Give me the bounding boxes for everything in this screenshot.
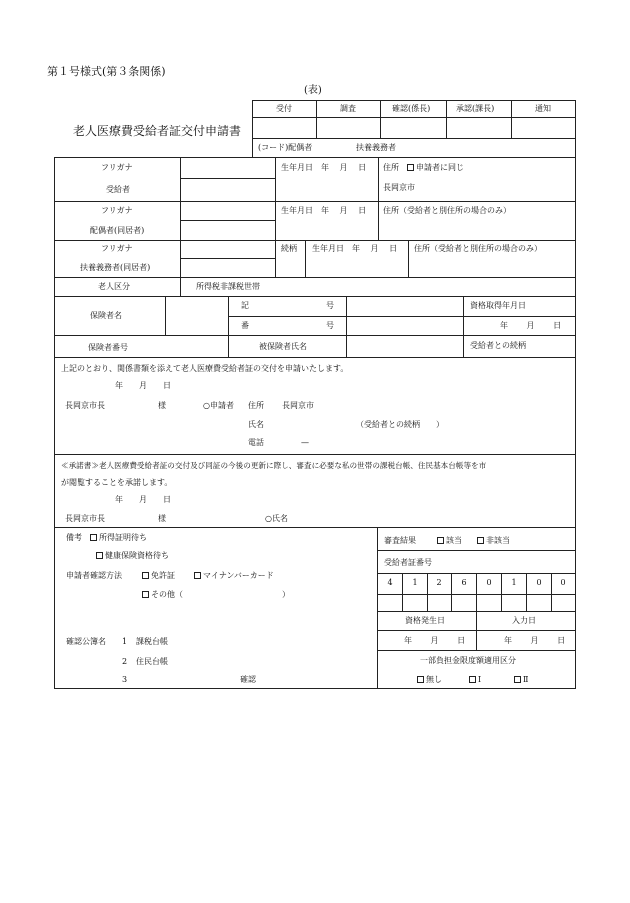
- symbol-ki: 記: [241, 301, 249, 310]
- applicant-relation-note[interactable]: （受給者との続柄 ）: [356, 420, 444, 429]
- cert-digit: 1: [412, 578, 418, 587]
- acquired-date-label: 資格取得年月日: [470, 301, 526, 310]
- furigana-recipient: フリガナ: [101, 163, 133, 172]
- method-label: 申請者確認方法: [66, 571, 122, 580]
- number-go: 号: [326, 321, 334, 330]
- other-close: ）: [282, 590, 290, 599]
- header-investigation: 調査: [340, 104, 356, 113]
- not-applicable-checkbox[interactable]: [477, 537, 484, 544]
- spouse-furigana-field[interactable]: [181, 202, 274, 219]
- dependent-obligor: 扶養義務者: [356, 143, 396, 152]
- ledger-num-1: 1: [122, 637, 128, 646]
- other-checkbox[interactable]: [142, 591, 149, 598]
- review-not-applicable: 非該当: [477, 536, 510, 546]
- side-label: (表): [304, 85, 322, 96]
- cert-digit: 6: [461, 578, 467, 587]
- form-title: 老人医療費受給者証交付申請書: [73, 124, 242, 138]
- elderly-category-value: 所得税非課税世帯: [196, 282, 260, 291]
- applicant-address-label: 住所: [248, 401, 264, 410]
- relation-label: 受給者との続柄: [470, 341, 526, 350]
- applicant-address-value[interactable]: 長岡京市: [282, 401, 314, 410]
- public-ledger-label: 確認公簿名: [66, 637, 106, 646]
- copay-label: 一部負担金限度額適用区分: [420, 656, 516, 665]
- number-field[interactable]: [347, 317, 462, 335]
- number-ban: 番: [241, 321, 249, 330]
- cert-digit: 0: [486, 578, 492, 587]
- spouse-name-field[interactable]: [181, 221, 274, 239]
- spouse-birthdate[interactable]: 生年月日 年 月 日: [281, 206, 367, 215]
- obligor-name-field[interactable]: [181, 259, 274, 276]
- insurer-number-label: 保険者番号: [88, 343, 128, 352]
- tax-ledger: 課税台帳: [136, 637, 168, 646]
- spouse-address-note: 住所（受給者と別住所の場合のみ）: [383, 206, 511, 215]
- obligor-relation-label: 続柄: [281, 244, 297, 253]
- recipient-city: 長岡京市: [383, 183, 415, 192]
- applicant-phone-label: 電話: [248, 438, 264, 447]
- recipient-birthdate[interactable]: 生年月日 年 月 日: [281, 163, 367, 172]
- eligibility-start-label: 資格発生日: [405, 616, 445, 625]
- same-address-checkbox[interactable]: [407, 164, 414, 171]
- copay-none: 無し: [417, 675, 442, 685]
- obligor-birthdate[interactable]: 生年月日 年 月 日: [312, 244, 398, 253]
- acquired-date-value[interactable]: 年 月 日: [500, 321, 562, 330]
- consent-date[interactable]: 年 月 日: [115, 495, 171, 504]
- header-notice: 通知: [535, 104, 551, 113]
- recipient-label: 受給者: [106, 185, 130, 194]
- insurance-pending: 健康保険資格待ち: [96, 551, 169, 561]
- insurance-pending-checkbox[interactable]: [96, 552, 103, 559]
- recipient-furigana-field[interactable]: [181, 158, 274, 177]
- code-spouse: (コード)配偶者: [258, 143, 313, 152]
- applicant-phone-dash[interactable]: —: [301, 438, 309, 447]
- insurer-number-field[interactable]: [166, 337, 227, 356]
- furigana-spouse: フリガナ: [101, 206, 133, 215]
- cert-digit: 1: [511, 578, 517, 587]
- addressee-sama: 様: [158, 401, 166, 410]
- consent-sama: 様: [158, 514, 166, 523]
- consent-name[interactable]: ○氏名: [265, 514, 288, 523]
- symbol-go: 号: [326, 301, 334, 310]
- applicant-label: ○申請者: [203, 401, 234, 410]
- symbol-field[interactable]: [347, 297, 462, 315]
- cert-digit: 2: [436, 578, 442, 587]
- input-date-label: 入力日: [512, 616, 536, 625]
- cert-digit: 4: [387, 578, 393, 587]
- consent-addressee: 長岡京市長: [65, 514, 105, 523]
- consent-line-2: が閲覧することを承諾します。: [61, 478, 173, 487]
- obligor-address-note: 住所（受給者と別住所の場合のみ）: [414, 244, 542, 253]
- ledger-num-3: 3: [122, 675, 128, 684]
- resident-ledger: 住民台帳: [136, 657, 168, 666]
- copay-two: Ⅱ: [514, 675, 528, 685]
- mynumber-checkbox[interactable]: [194, 572, 201, 579]
- recipient-address-label: 住所 申請者に同じ: [383, 163, 464, 172]
- header-reception: 受付: [276, 104, 292, 113]
- ledger-num-2: 2: [122, 657, 128, 666]
- spouse-label: 配偶者(同居者): [90, 226, 145, 235]
- obligor-label: 扶養義務者(同居者): [80, 263, 151, 272]
- application-form: [54, 157, 576, 689]
- eligibility-start-date[interactable]: 年 月 日: [404, 636, 466, 645]
- copay-two-checkbox[interactable]: [514, 676, 521, 683]
- income-pending-checkbox[interactable]: [90, 534, 97, 541]
- obligor-furigana-field[interactable]: [181, 241, 274, 257]
- cert-digit: 0: [560, 578, 566, 587]
- confirm-label: 確認: [240, 675, 256, 684]
- elderly-category-label: 老人区分: [98, 282, 130, 291]
- header-confirm: 確認(係長): [392, 104, 431, 113]
- copay-none-checkbox[interactable]: [417, 676, 424, 683]
- license-checkbox[interactable]: [142, 572, 149, 579]
- other-option: その他（: [142, 590, 183, 600]
- review-label: 審査結果: [384, 536, 416, 545]
- copay-one-checkbox[interactable]: [469, 676, 476, 683]
- insurer-name-field[interactable]: [166, 297, 227, 334]
- applicable-checkbox[interactable]: [437, 537, 444, 544]
- application-date[interactable]: 年 月 日: [115, 381, 171, 390]
- mynumber-option: マイナンバーカード: [194, 571, 274, 581]
- furigana-obligor: フリガナ: [101, 244, 133, 253]
- license-option: 免許証: [142, 571, 175, 581]
- review-applicable: 該当: [437, 536, 462, 546]
- recipient-name-field[interactable]: [181, 179, 274, 200]
- header-approve: 承認(課長): [456, 104, 495, 113]
- application-text: 上記のとおり、関係書類を添えて老人医療費受給者証の交付を申請いたします。: [61, 364, 349, 373]
- cert-number-label: 受給者証番号: [384, 558, 432, 567]
- form-number: 第１号様式(第３条関係): [47, 65, 166, 78]
- remarks-label: 備考 所得証明待ち: [66, 533, 147, 542]
- insurer-name-label: 保険者名: [90, 311, 122, 320]
- cert-digit: 0: [536, 578, 542, 587]
- addressee-mayor: 長岡京市長: [65, 401, 105, 410]
- consent-line-1: ≪承諾書≫老人医療費受給者証の交付及び同証の今後の更新に際し、審査に必要な私の世帯の課税台帳、住民基本台帳等を市: [61, 461, 487, 470]
- input-date-value[interactable]: 年 月 日: [504, 636, 566, 645]
- insured-name-field[interactable]: [347, 337, 462, 356]
- copay-one: Ⅰ: [469, 675, 481, 685]
- insured-name-label: 被保険者氏名: [259, 342, 307, 351]
- applicant-name-label: 氏名: [248, 420, 264, 429]
